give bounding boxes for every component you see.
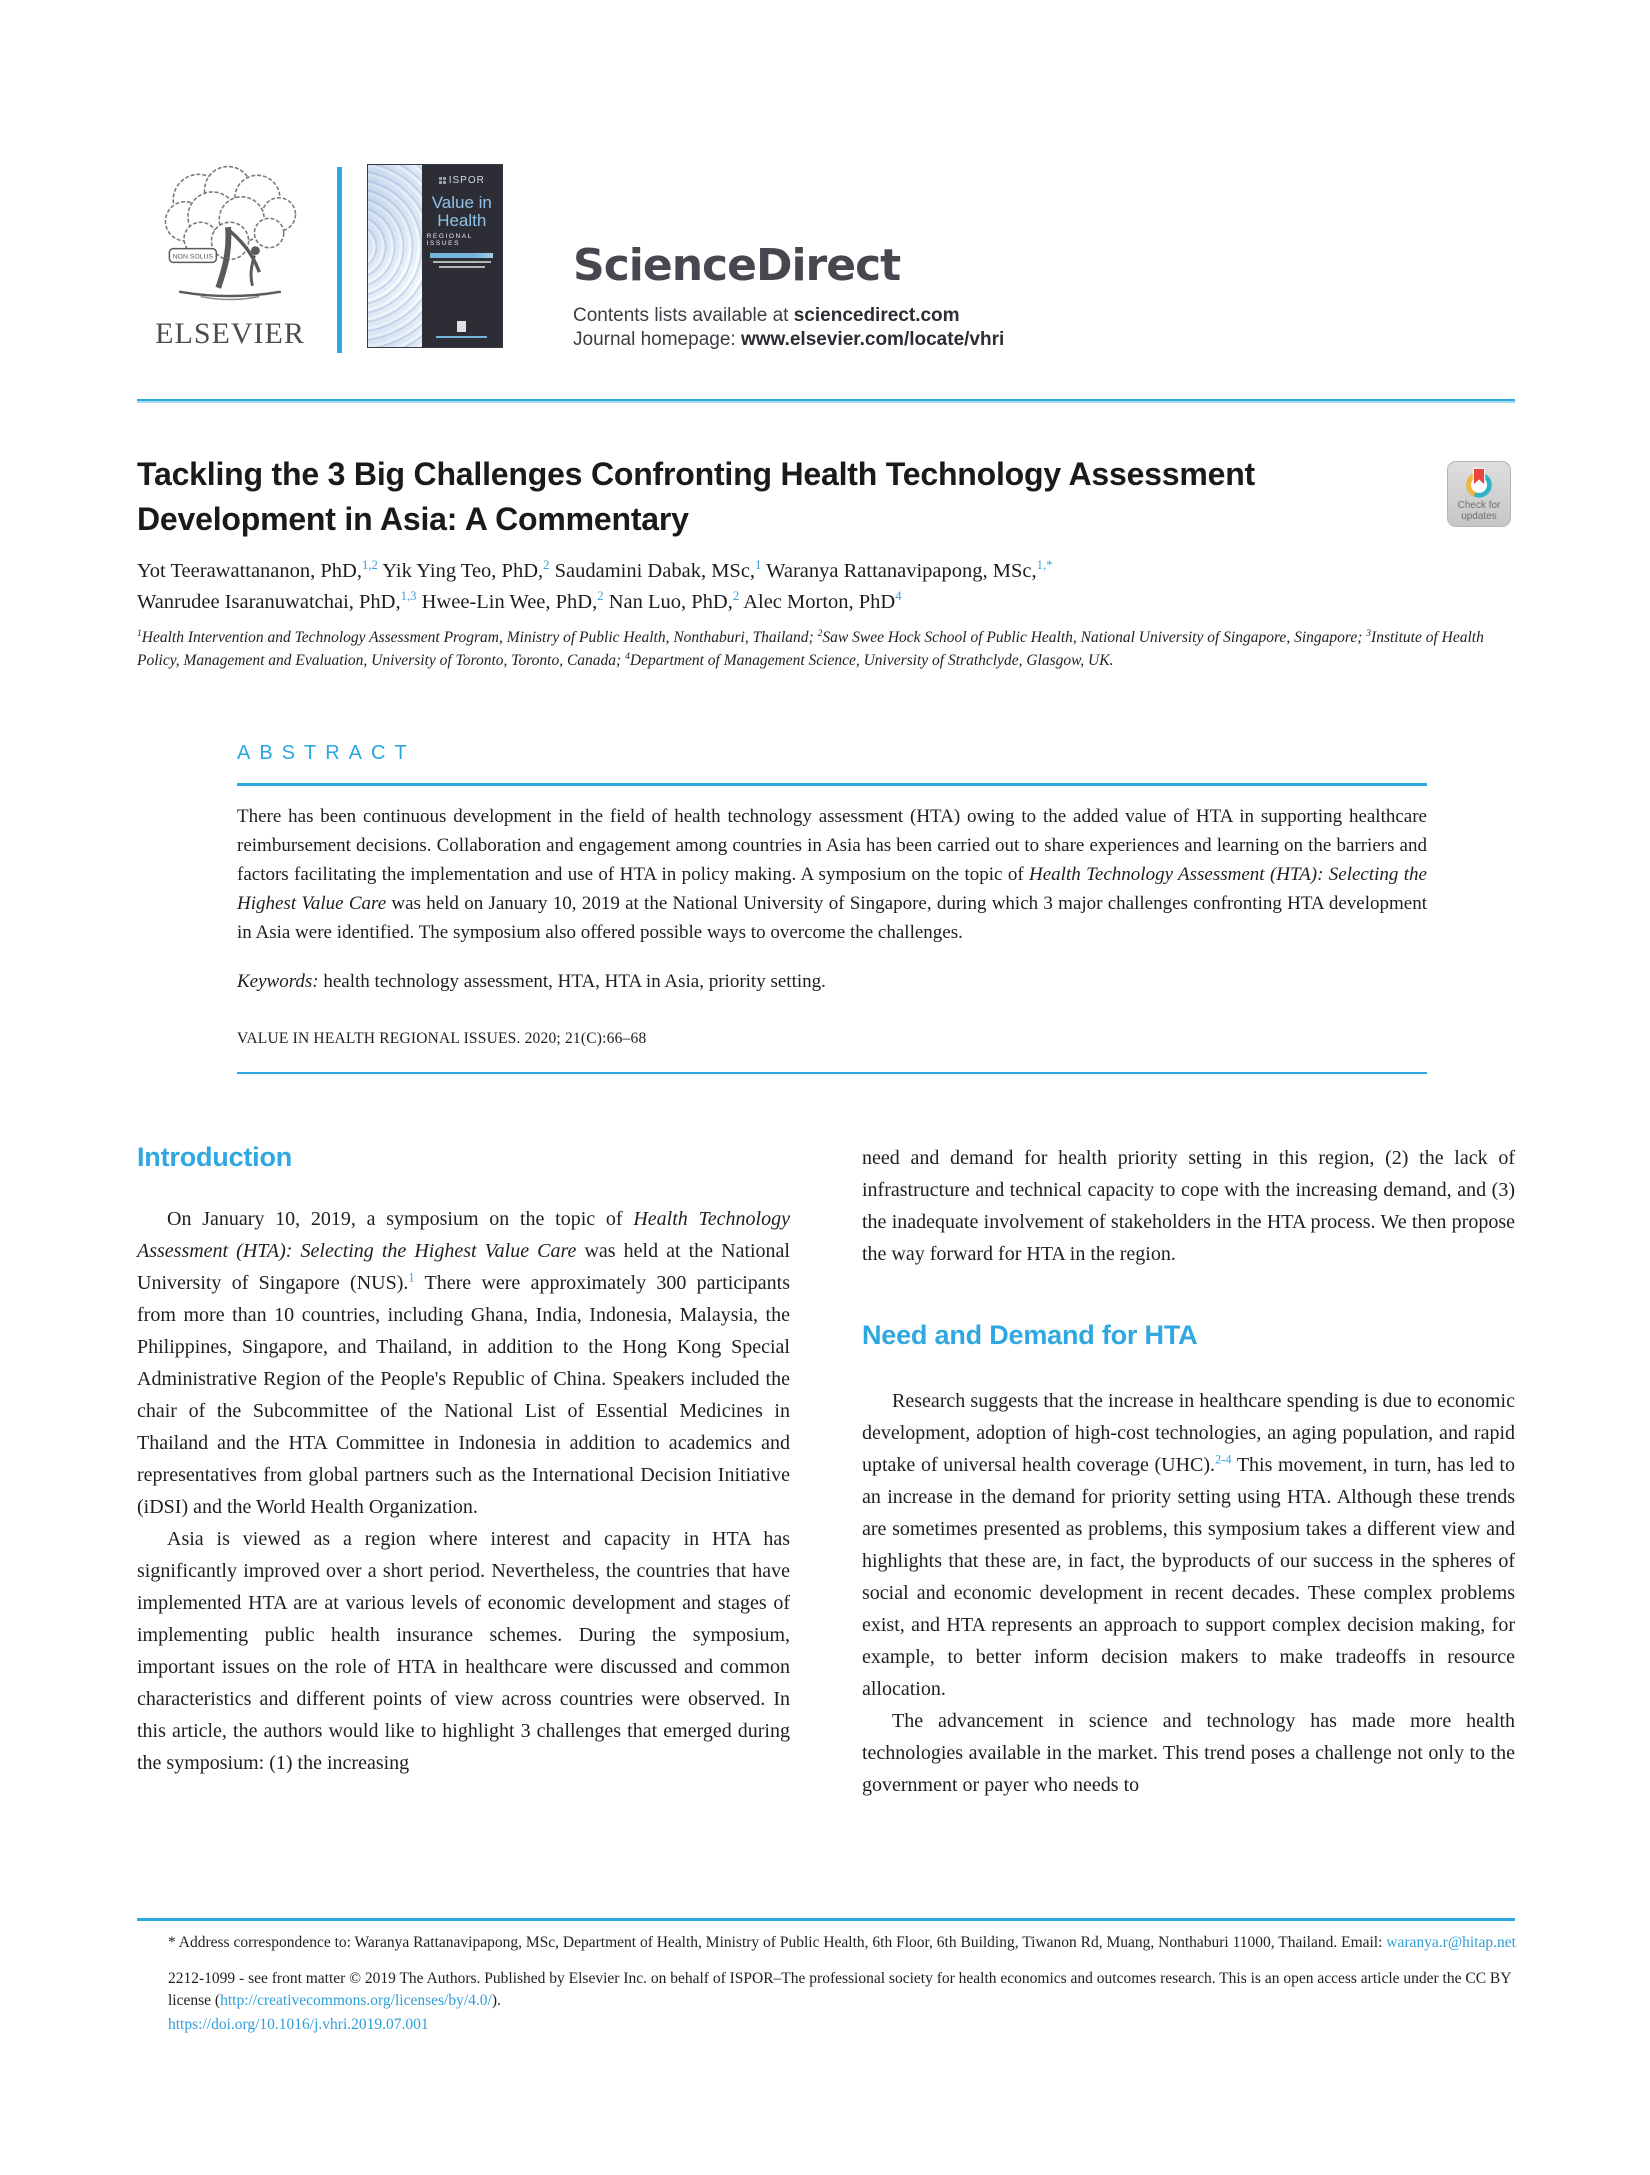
reference-superscript: 1,2 [362,558,378,573]
footnote-block [168,1932,1518,2036]
abstract-rule-top [237,783,1427,786]
need-paragraph-1 [862,1385,1515,1705]
authors-line-2 [137,587,1515,618]
text-segment: need and demand for health priority setting in this region, (2) the lack of infrastructure and technical capacity to cope with the increasing demand, and (3) the inadequate involvement of stakeholders in the HTA process. We then propose the way forward for HTA in the region. [862,1147,1515,1265]
reference-superscript: 2 [543,558,550,573]
reference-superscript: 1,* [1036,558,1053,573]
text-segment: Saudamini Dabak, MSc, [549,560,756,582]
need-demand-heading: Need and Demand for HTA [862,1320,1198,1350]
text-segment: Asia is viewed as a region where interest and capacity in HTA has significantly improved over a short period. Nevertheless, the countries that have implemented HTA are at various levels of economic development and stages of implementing public health insurance schemes. During the symposium, important issues on the role of HTA in healthcare were discussed and common characteristics and different points of view across countries were observed. In this article, the authors would like to highlight 3 challenges that emerged during the symposium: (1) the increasing [137,1528,790,1774]
reference-superscript: 3 [1366,627,1372,639]
masthead-divider [337,167,342,353]
journal-homepage-link[interactable]: www.elsevier.com/locate/vhri [740,329,1005,350]
cover-journal-title [432,194,492,230]
abstract-rule-bottom [237,1072,1427,1074]
text-segment: ). [491,1992,501,2009]
text-segment: Saw Swee Hock School of Public Health, National University of Singapore, Singapore; [822,629,1367,646]
homepage-line [573,328,1004,352]
text-segment: Research suggests that the increase in healthcare spending is due to economic development, adoption of high-cost technologies, an aging population, and rapid uptake of universal health coverage (UHC). [862,1390,1515,1476]
cover-wave-pattern [368,165,422,347]
reference-superscript: 2-4 [1215,1452,1232,1467]
non-solus-text: NON SOLUS [172,253,213,261]
elsevier-logo [138,160,322,351]
text-segment: Alec Morton, PhD [739,591,896,613]
text-segment: 2212-1099 - see front matter © 2019 The Authors. Published by Elsevier Inc. on behalf of ISPOR–The professional society for health economics and outcomes research. This is an open access article under the CC BY license ( [168,1969,1511,2009]
right-column [862,1142,1515,1801]
cover-blue-bar [430,253,493,258]
masthead-rule [137,399,1515,403]
intro-paragraph-1 [137,1203,790,1523]
intro-paragraph-2 [137,1523,790,1779]
text-segment: The advancement in science and technology has made more health technologies available in the market. This trend poses a challenge not only to the government or payer who needs to [862,1710,1515,1796]
abstract-body [237,802,1427,947]
author-list [137,556,1515,618]
copyright-note [168,1968,1518,2013]
text-link[interactable]: http://creativecommons.org/licenses/by/4.0/ [220,1992,492,2009]
text-segment: health technology assessment, HTA, HTA in Asia, priority setting. [318,971,826,992]
homepage-prefix: Journal homepage: [573,329,741,350]
cover-front [422,165,502,347]
ispor-mark-icon [439,177,446,184]
reference-superscript: 1 [408,1270,415,1285]
doi-link[interactable]: https://doi.org/10.1016/j.vhri.2019.07.001 [168,2015,429,2033]
left-column [137,1142,790,1801]
reference-superscript: 1 [755,558,762,573]
introduction-heading: Introduction [137,1142,293,1172]
text-link[interactable]: waranya.r@hitap.net [1386,1934,1516,1951]
journal-cover-thumbnail [367,164,503,348]
contents-line [573,304,1004,328]
abstract-keywords [237,967,1427,996]
text-segment: On January 10, 2019, a symposium on the topic of [167,1208,634,1230]
text-segment: There has been continuous development in the field of health technology assessment (HTA) owing to the added value of HTA in supporting healthcare reimbursement decisions. Collaboration and engagement among countries in Asia has been carried out to share experiences and learning on the barriers and factors facilitating the implementation and use of HTA in policy making. A symposium on the topic of [237,806,1427,885]
abstract-section [237,742,1427,1074]
cover-title-value-in: Value in [431,193,492,212]
continuation-paragraph [862,1142,1515,1270]
text-segment: Health Intervention and Technology Assessment Program, Ministry of Public Health, Nonthaburi, Thailand; [141,629,818,646]
text-segment: Nan Luo, PhD, [603,591,733,613]
cover-title-health: Health [437,211,487,230]
text-segment: Keywords: [237,971,319,992]
ispor-logo [439,175,485,186]
text-segment: Waranya Rattanavipapong, MSc, [761,560,1037,582]
article-title: Tackling the 3 Big Challenges Confronting Health Technology Assessment Development in Asia: A Commentary [137,456,1256,537]
reference-superscript: 2 [597,589,604,604]
text-segment: * Address correspondence to: Waranya Rattanavipapong, MSc, Department of Health, Ministry of Public Health, 6th Floor, 6th Building, Tiwanon Rd, Muang, Nonthaburi 11000, Thailand. Email: [168,1934,1387,1951]
elsevier-tree-icon [142,160,318,308]
cover-fineprint-line [433,261,491,263]
authors-line-1 [137,556,1515,587]
reference-superscript: 4 [895,589,902,604]
check-updates-label: Check for updates [1457,500,1501,522]
text-segment: Wanrudee Isaranuwatchai, PhD, [137,591,401,613]
need-paragraph-2 [862,1705,1515,1801]
cover-fineprint-line [439,266,485,268]
reference-superscript: 2 [732,589,740,604]
abstract-citation: VALUE IN HEALTH REGIONAL ISSUES. 2020; 21(C):66–68 [237,1030,647,1047]
ispor-label: ISPOR [448,175,485,186]
check-updates-icon [1462,466,1496,500]
text-segment: Hwee-Lin Wee, PhD, [416,591,598,613]
correspondence-note [168,1932,1518,1955]
affiliations [137,626,1515,672]
reference-superscript: 1 [137,627,142,639]
cover-footer [427,321,497,342]
reference-superscript: 2 [817,627,823,639]
contents-prefix: Contents lists available at [573,305,794,326]
elsevier-wordmark: ELSEVIER [155,317,305,350]
text-segment: Department of Management Science, University of Strathclyde, Glasgow, UK. [629,652,1114,669]
text-segment: Yot Teerawattananon, PhD, [137,560,362,582]
footnote-rule [137,1918,1515,1921]
sciencedirect-wordmark: ScienceDirect [573,240,901,291]
vine-man-figure [251,256,254,286]
text-segment: Yik Ying Teo, PhD, [377,560,544,582]
check-for-updates-badge[interactable] [1447,461,1511,527]
cover-publisher-mark [457,321,466,332]
cover-regional-issues: REGIONAL ISSUES [426,233,473,247]
text-segment: Health Technology Assessment (HTA): Selecting the Highest Value Care [237,864,1427,914]
reference-superscript: 4 [625,650,630,662]
text-segment: Institute of Health Policy, Management and Evaluation, University of Toronto, Toronto, Canada; [137,629,1484,669]
text-segment: This movement, in turn, has led to an increase in the demand for priority setting using HTA. Although these trends are sometimes presented as problems, this symposium takes a different view and highlights that these are, in fact, the byproducts of our success in the spheres of social and economic development in recent decades. These complex problems exist, and HTA represents an approach to support complex decision making, for example, to better inform decision makers to make tradeoffs in resource allocation. [862,1454,1515,1700]
text-segment: There were approximately 300 participants from more than 10 countries, including Ghana, India, Indonesia, Malaysia, the Philippines, Singapore, and Thailand, in addition to the Hong Kong Special Administrative Region of the People's Republic of China. Speakers included the chair of the Subcommittee of the National List of Essential Medicines in Thailand and the HTA Committee in Indonesia in addition to academics and representatives from global partners such as the International Decision Initiative (iDSI) and the World Health Organization. [137,1272,790,1518]
text-segment: was held at the National University of Singapore (NUS). [137,1240,790,1294]
sciencedirect-block [573,240,1004,352]
reference-superscript: 1,3 [400,589,417,604]
text-segment: Health Technology Assessment (HTA): Selecting the Highest Value Care [137,1208,790,1262]
cover-footer-text-line [436,336,487,339]
sciencedirect-link[interactable]: sciencedirect.com [793,305,960,326]
text-segment: was held on January 10, 2019 at the National University of Singapore, during which 3 major challenges confronting HTA development in Asia were identified. The symposium also offered possible ways to overcome the challenges. [237,893,1427,943]
abstract-heading: ABSTRACT [237,742,416,764]
article-body [137,1142,1515,1801]
